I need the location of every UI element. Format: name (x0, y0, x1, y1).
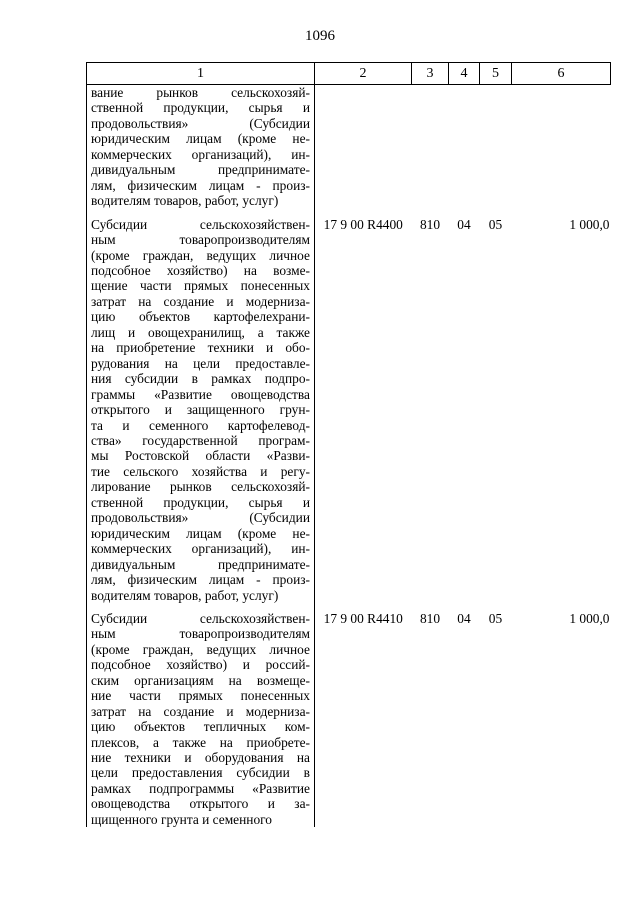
header-col-3: 3 (412, 63, 449, 85)
description-line: ным товаропроизводителям (91, 232, 310, 248)
section-cell: 04 (457, 610, 471, 626)
header-col-1: 1 (87, 63, 315, 85)
description-line: водителям товаров, работ, услуг) (91, 587, 279, 603)
spacer-cell (87, 209, 315, 217)
description-line: продовольствия» (Субсидии (91, 115, 310, 131)
description-line: открытого и защищенного грун- (91, 402, 310, 418)
header-col-2: 2 (315, 63, 412, 85)
description-cell (87, 85, 315, 209)
amount-cell (512, 85, 611, 209)
description-line: лищ и овощехранилищ, а также (91, 324, 310, 340)
description-line: водителям товаров, работ, услуг) (91, 193, 279, 209)
section-cell: 04 (457, 216, 471, 232)
description-line: затрат на создание и модерниза- (91, 293, 310, 309)
spacer-cell (449, 603, 480, 611)
amount-cell: 1 000,0 (569, 610, 610, 626)
description-line: лям, физическим лицам - произ- (91, 177, 310, 193)
row-spacer (87, 209, 611, 217)
description-line: тие сельского хозяйства и регу- (91, 463, 310, 479)
description-line: юридическим лицам (кроме не- (91, 525, 310, 541)
page-number: 1096 (305, 28, 335, 44)
section-cell (449, 85, 480, 209)
description-line: ским организациям на возмеще- (91, 672, 310, 688)
description-line: коммерческих организаций), ин- (91, 541, 310, 557)
description-line: граммы «Развитие овощеводства (91, 386, 310, 402)
spacer-cell (512, 209, 611, 217)
spacer-cell (480, 603, 512, 611)
description-line: та и семенного картофелевод- (91, 417, 310, 433)
target-code-cell (315, 85, 412, 209)
description-line: дивидуальным предпринимате- (91, 162, 310, 178)
table-row (87, 85, 611, 209)
description-line: ние техники и оборудования на (91, 750, 310, 766)
header-col-6: 6 (512, 63, 611, 85)
spacer-cell (412, 603, 449, 611)
expense-type-cell (412, 85, 449, 209)
description-line: щищенного грунта и семенного (91, 811, 273, 827)
description-line: Субсидии сельскохозяйствен- (91, 216, 310, 232)
description-line: рудования на цели предоставле- (91, 355, 310, 371)
spacer-cell (412, 209, 449, 217)
target-code-cell: 17 9 00 R4410 (323, 610, 403, 626)
table-header-row (87, 63, 611, 85)
header-col-5: 5 (480, 63, 512, 85)
budget-table (86, 62, 611, 827)
description-line: овощеводства открытого и за- (91, 796, 310, 812)
description-line: рамках подпрограммы «Развитие (91, 780, 310, 796)
description-line: затрат на создание и модерниза- (91, 703, 310, 719)
description-line: плексов, а также на приобрете- (91, 734, 310, 750)
expense-type-cell: 810 (419, 216, 441, 232)
description-cell (87, 217, 315, 603)
description-line: подсобное хозяйство) на возме- (91, 262, 310, 278)
expense-type-cell: 810 (419, 610, 441, 626)
amount-cell: 1 000,0 (569, 216, 610, 232)
description-line: ния субсидии в рамках подпро- (91, 371, 310, 387)
description-line: дивидуальным предпринимате- (91, 556, 310, 572)
description-cell (87, 611, 315, 827)
description-line: продовольствия» (Субсидии (91, 510, 310, 526)
spacer-cell (480, 209, 512, 217)
target-code-cell: 17 9 00 R4400 (323, 216, 403, 232)
description-line: ным товаропроизводителям (91, 626, 310, 642)
description-line: ственной продукции, сырья и (91, 100, 310, 116)
description-line: лирование рынков сельскохозяй- (91, 479, 310, 495)
table-row (87, 217, 611, 603)
description-line: ственной продукции, сырья и (91, 494, 310, 510)
table-row (87, 611, 611, 827)
description-line: ства» государственной програм- (91, 432, 310, 448)
description-line: подсобное хозяйство) и россий- (91, 657, 310, 673)
description-line: коммерческих организаций), ин- (91, 146, 310, 162)
description-line: лям, физическим лицам - произ- (91, 572, 310, 588)
header-col-4: 4 (449, 63, 480, 85)
description-line: (кроме граждан, ведущих личное (91, 247, 310, 263)
description-line: (кроме граждан, ведущих личное (91, 641, 310, 657)
description-line: юридическим лицам (кроме не- (91, 131, 310, 147)
description-line: вание рынков сельскохозяй- (91, 85, 310, 100)
description-line: Субсидии сельскохозяйствен- (91, 610, 310, 626)
description-line: ние части прямых понесенных (91, 688, 310, 704)
spacer-cell (512, 603, 611, 611)
row-spacer (87, 603, 611, 611)
description-line: цию объектов тепличных ком- (91, 719, 310, 735)
subsection-cell (480, 85, 512, 209)
spacer-cell (449, 209, 480, 217)
spacer-cell (315, 209, 412, 217)
subsection-cell: 05 (488, 216, 503, 232)
description-line: цию объектов картофелехрани- (91, 309, 310, 325)
description-line: мы Ростовской области «Разви- (91, 448, 310, 464)
spacer-cell (315, 603, 412, 611)
description-line: щение части прямых понесенных (91, 278, 310, 294)
description-line: цели предоставления субсидии в (91, 765, 310, 781)
description-line: на приобретение техники и обо- (91, 340, 310, 356)
spacer-cell (87, 603, 315, 611)
subsection-cell: 05 (488, 610, 503, 626)
